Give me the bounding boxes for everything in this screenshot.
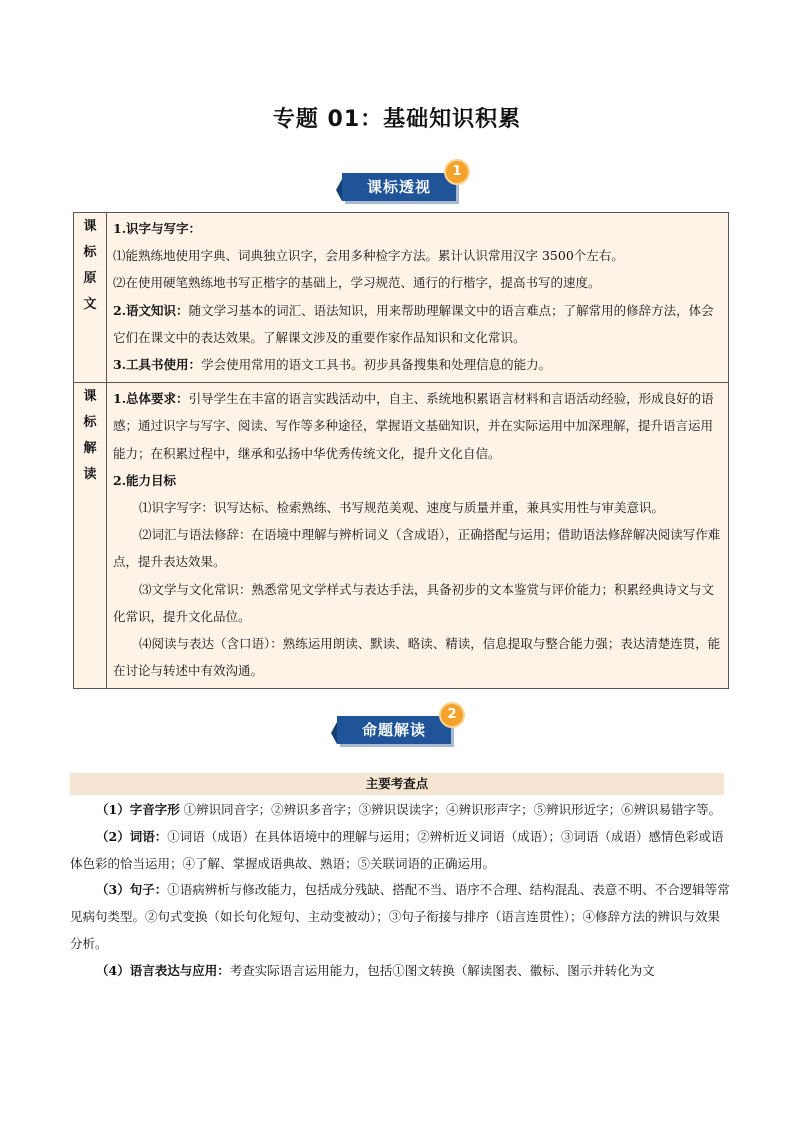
item-text: ⑵词汇与语法修辞：在语境中理解与辨析词义（含成语），正确搭配与运用；借助语法修辞解决阅读写作难点，提升表达效果。: [113, 527, 721, 570]
table-cell: [107, 383, 729, 689]
banner-label: 命题解读: [337, 716, 451, 744]
item-text: ⑴识字写字：识写达标、检索熟练、书写规范美观、速度与质量并重，兼具实用性与审美意识。: [139, 500, 665, 516]
row-header: 课 标 解 读: [74, 383, 107, 689]
table-row: [74, 213, 729, 383]
paragraph: （3）句子：①语病辨析与修改能力，包括成分残缺、搭配不当、语序不合理、结构混乱、表意不明、不合逻辑等常见病句类型。②句式变换（如长句化短句、主动变被动）；③句子衔接与排序（语言连贯性）；④修辞方法的辨识与效果分析。: [70, 882, 730, 951]
item-heading: 2.能力目标: [113, 472, 177, 488]
page-title: 专题 01：基础知识积累: [272, 107, 522, 132]
row-header: 课 标 原 文: [74, 213, 107, 383]
item-text: 3.工具书使用：学会使用常用的语文工具书。初步具备搜集和处理信息的能力。: [113, 357, 552, 373]
section-header: 主要考查点: [70, 773, 724, 795]
item-text: 2.语文知识：随文学习基本的词汇、语法知识，用来帮助理解课文中的语言难点；了解常用的修辞方法，体会它们在课文中的表达效果。了解课文涉及的重要作家作品知识和文化常识。: [113, 302, 714, 345]
paragraph: （1）字音字形 ①辨识同音字；②辨识多音字；③辨识误读字；④辨识形声字；⑤辨识形近字；⑥辨识易错字等。: [96, 802, 722, 817]
table-cell: [107, 213, 729, 383]
table-row: [74, 383, 729, 689]
number-badge: 2: [439, 702, 465, 728]
curriculum-table: [73, 212, 729, 689]
item-text: ⑶文学与文化常识：熟悉常见文学样式与表达手法，具备初步的文本鉴赏与评价能力；积累经典诗文与文化常识，提升文化品位。: [113, 581, 715, 624]
paragraph: （2）词语：①词语（成语）在具体语境中的理解与运用；②辨析近义词语（成语）；③词语（成语）感情色彩或语体色彩的恰当运用；④了解、掌握成语典故、熟语；⑤关联词语的正确运用。: [70, 828, 724, 871]
exam-points: [70, 797, 730, 985]
item-text: ⑷阅读与表达（含口语）：熟练运用朗读、默读、略读、精读，信息提取与整合能力强；表达清楚连贯，能在讨论与转述中有效沟通。: [113, 636, 721, 679]
item-text: 1.总体要求：引导学生在丰富的语言实践活动中，自主、系统地积累语言材料和言语活动经验，形成良好的语感；通过识字与写字、阅读、写作等多种途径，掌握语文基础知识，并在实际运用中加深理解，提升语言运用能力；在积累过程中，继承和弘扬中华优秀传统文化，提升文化自信。: [113, 391, 714, 461]
item-text: ⑵在使用硬笔熟练地书写正楷字的基础上，学习规范、通行的行楷字，提高书写的速度。: [113, 275, 601, 291]
item-text: ⑴能熟练地使用字典、词典独立识字，会用多种检字方法。累计认识常用汉字 3500个左右。: [113, 248, 624, 264]
paragraph: （4）语言表达与应用：考查实际语言运用能力，包括①图文转换（解读图表、徽标、图示并转化为文: [96, 962, 655, 978]
item-heading: 1.识字与写字：: [113, 221, 202, 236]
banner-label: 课标透视: [342, 173, 456, 201]
number-badge: 1: [444, 159, 470, 185]
